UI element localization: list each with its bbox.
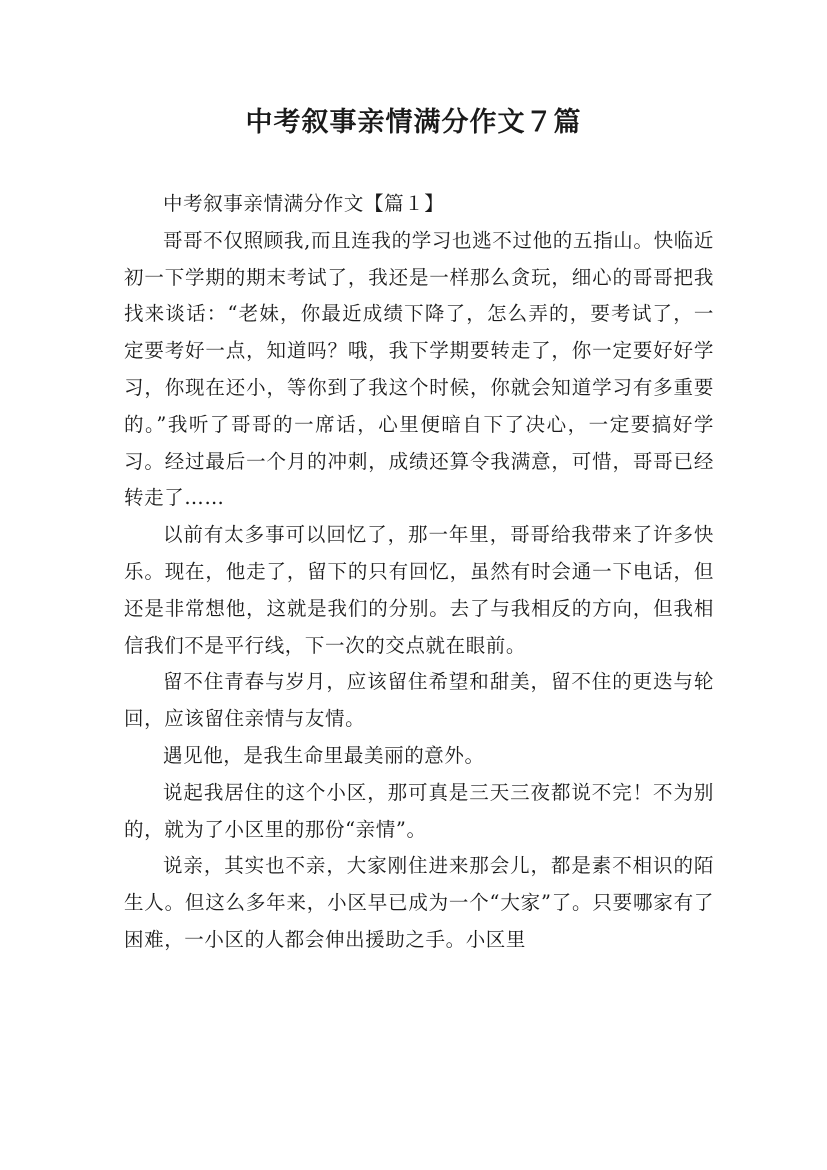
paragraph: 留不住青春与岁月，应该留住希望和甜美，留不住的更迭与轮回，应该留住亲情与友情。 [124,670,714,731]
section-heading: 中考叙事亲情满分作文【篇１】 [163,192,445,215]
paragraph: 说亲，其实也不亲，大家刚住进来那会儿，都是素不相识的陌生人。但这么多年来，小区早已成为一个“大家”了。只要哪家有了困难，一小区的人都会伸出援助之手。小区里 [124,854,714,951]
document-body [124,186,714,959]
paragraph: 哥哥不仅照顾我,而且连我的学习也逃不过他的五指山。快临近初一下学期的期末考试了，我还是一样那么贪玩，细心的哥哥把我找来谈话：“老妹，你最近成绩下降了，怎么弄的，要考试了，一定要考好一点，知道吗？哦，我下学期要转走了，你一定要好好学习，你现在还小，等你到了我这个时候，你就会知道学习有多重要的。”我听了哥哥的一席话，心里便暗自下了决心，一定要搞好学习。经过最后一个月的冲刺，成绩还算令我满意，可惜，哥哥已经转走了…… [124,228,714,510]
paragraph: 以前有太多事可以回忆了，那一年里，哥哥给我带来了许多快乐。现在，他走了，留下的只有回忆，虽然有时会通一下电话，但还是非常想他，这就是我们的分别。去了与我相反的方向，但我相信我们不是平行线，下一次的交点就在眼前。 [124,523,714,657]
paragraph: 说起我居住的这个小区，那可真是三天三夜都说不完！不为别的，就为了小区里的那份“亲情”。 [124,780,714,841]
paragraph: 遇见他，是我生命里最美丽的意外。 [163,743,485,767]
document-title: 中考叙事亲情满分作文７篇 [245,107,582,138]
